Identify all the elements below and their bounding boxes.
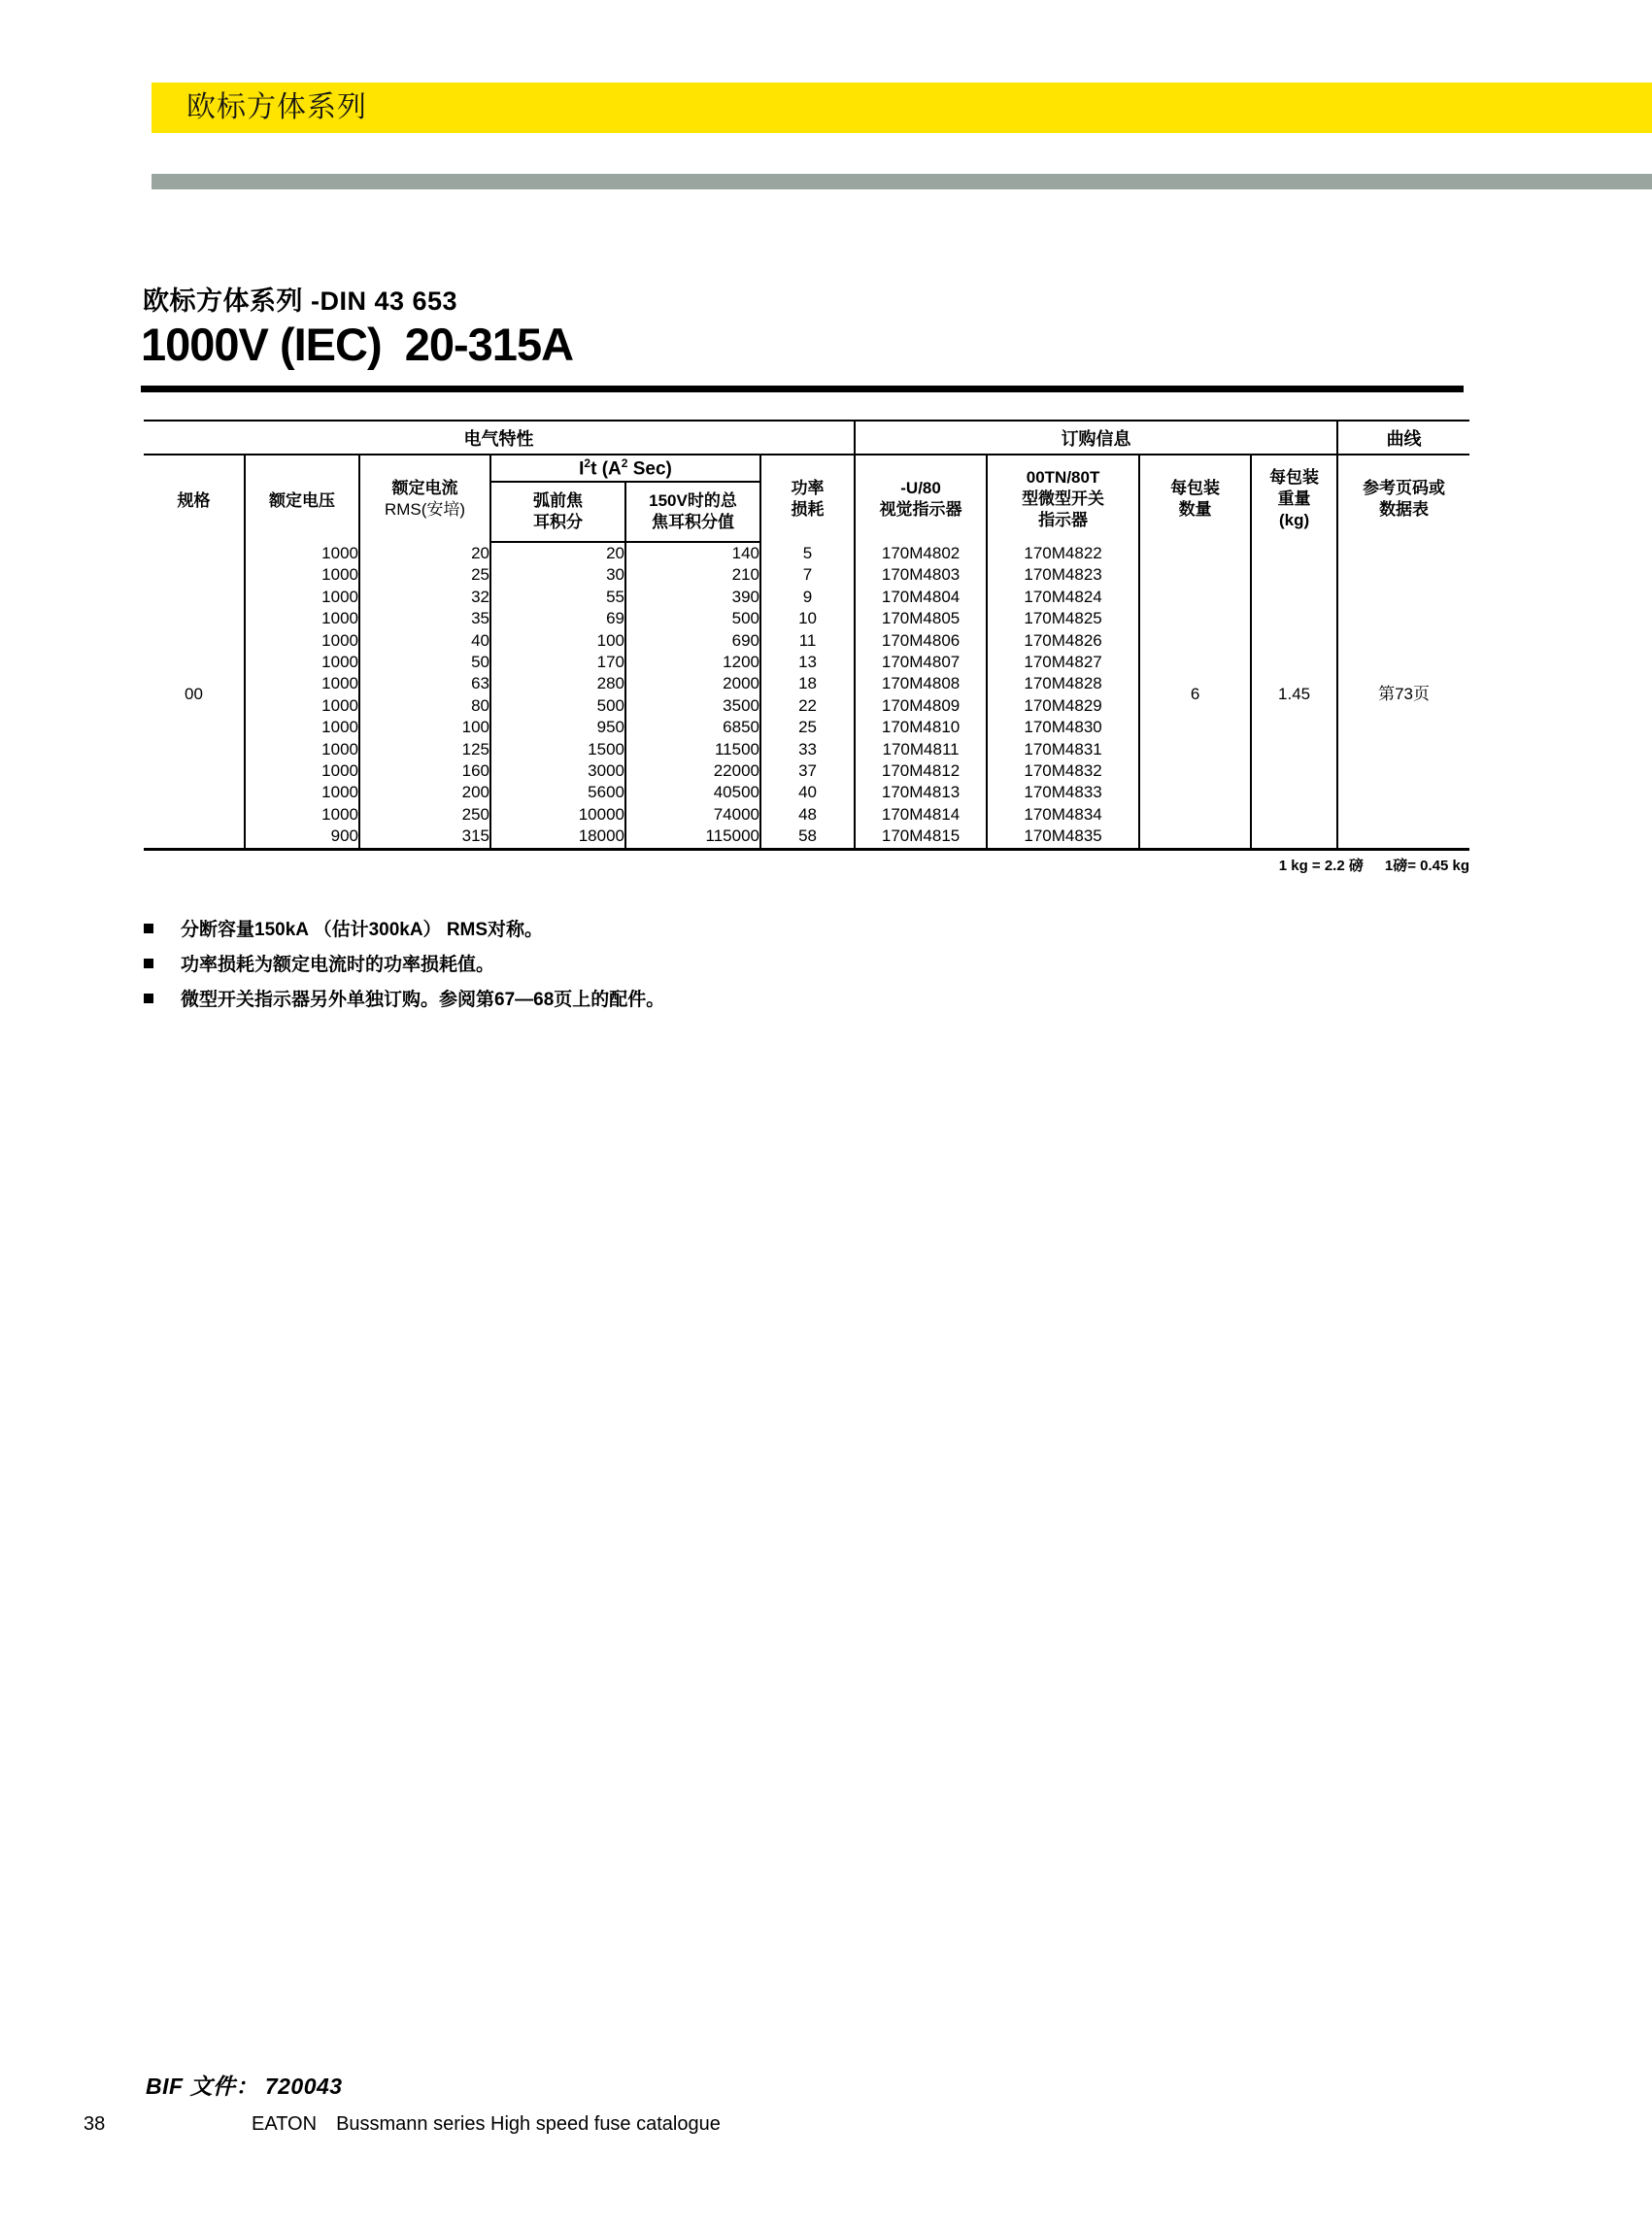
cell-part-microswitch: 170M4831 [987, 739, 1139, 760]
cell-total-i2t: 115000 [625, 826, 760, 849]
col-header-prearc-i2t: 弧前焦 耳积分 [490, 482, 625, 542]
cell-prearc-i2t: 280 [490, 673, 625, 694]
group-header-ordering: 订购信息 [855, 421, 1337, 455]
col-header-total-i2t: 150V时的总 焦耳积分值 [625, 482, 760, 542]
cell-part-microswitch: 170M4830 [987, 717, 1139, 738]
cell-part-visual: 170M4807 [855, 652, 987, 673]
cell-rated-voltage: 1000 [245, 630, 359, 652]
cell-part-visual: 170M4806 [855, 630, 987, 652]
group-header-curve: 曲线 [1337, 421, 1469, 455]
cell-part-microswitch: 170M4829 [987, 695, 1139, 717]
cell-part-visual: 170M4804 [855, 587, 987, 608]
square-bullet-icon [144, 924, 153, 933]
cell-rated-current: 315 [359, 826, 490, 849]
col-header-spec: 规格 [177, 491, 211, 510]
cell-prearc-i2t: 170 [490, 652, 625, 673]
cell-power-loss: 10 [760, 608, 855, 629]
divider-bar [152, 174, 1652, 189]
cell-part-microswitch: 170M4824 [987, 587, 1139, 608]
cell-part-microswitch: 170M4823 [987, 564, 1139, 586]
footnote-text: 功率损耗为额定电流时的功率损耗值。 [181, 955, 495, 975]
cell-rated-current: 80 [359, 695, 490, 717]
cell-power-loss: 22 [760, 695, 855, 717]
col-header-visual-indicator: -U/80 视觉指示器 [855, 455, 987, 542]
series-banner [152, 83, 1652, 133]
cell-part-visual: 170M4809 [855, 695, 987, 717]
cell-rated-voltage: 1000 [245, 564, 359, 586]
title-rule [141, 386, 1464, 392]
group-header-row [144, 421, 1469, 455]
cell-part-microswitch: 170M4828 [987, 673, 1139, 694]
cell-rated-voltage: 1000 [245, 608, 359, 629]
footnote-item [144, 950, 664, 976]
cell-prearc-i2t: 18000 [490, 826, 625, 849]
cell-rated-voltage: 1000 [245, 695, 359, 717]
cell-rated-voltage: 900 [245, 826, 359, 849]
cell-part-visual: 170M4803 [855, 564, 987, 586]
cell-power-loss: 37 [760, 760, 855, 782]
cell-rated-current: 160 [359, 760, 490, 782]
footnote-item [144, 985, 664, 1011]
cell-power-loss: 13 [760, 652, 855, 673]
header-row-top [144, 455, 1469, 482]
square-bullet-icon [144, 959, 153, 968]
cell-rated-voltage: 1000 [245, 652, 359, 673]
cell-rated-voltage: 1000 [245, 717, 359, 738]
cell-part-visual: 170M4815 [855, 826, 987, 849]
footnotes [144, 915, 664, 1020]
cell-part-visual: 170M4802 [855, 542, 987, 564]
brand-name: EATON [252, 2113, 318, 2135]
cell-total-i2t: 6850 [625, 717, 760, 738]
cell-part-visual: 170M4810 [855, 717, 987, 738]
cell-prearc-i2t: 5600 [490, 782, 625, 803]
footnote-text: 微型开关指示器另外单独订购。参阅第67—68页上的配件。 [181, 990, 665, 1010]
cell-total-i2t: 210 [625, 564, 760, 586]
cell-power-loss: 5 [760, 542, 855, 564]
catalogue-footer [252, 2113, 721, 2136]
cell-prearc-i2t: 500 [490, 695, 625, 717]
cell-power-loss: 9 [760, 587, 855, 608]
cell-total-i2t: 3500 [625, 695, 760, 717]
cell-rated-current: 50 [359, 652, 490, 673]
catalogue-title: Bussmann series High speed fuse catalogue [336, 2113, 721, 2135]
cell-total-i2t: 500 [625, 608, 760, 629]
cell-part-microswitch: 170M4822 [987, 542, 1139, 564]
cell-part-microswitch: 170M4834 [987, 804, 1139, 826]
bif-file-reference: BIF 文件： 720043 [146, 2074, 343, 2099]
cell-total-i2t: 390 [625, 587, 760, 608]
cell-prearc-i2t: 20 [490, 542, 625, 564]
cell-rated-current: 25 [359, 564, 490, 586]
footnote-item [144, 915, 664, 941]
col-header-reference: 参考页码或 数据表 [1337, 455, 1469, 542]
cell-part-microswitch: 170M4835 [987, 826, 1139, 849]
footnote-text: 分断容量150kA （估计300kA） RMS对称。 [181, 920, 544, 940]
cell-power-loss: 40 [760, 782, 855, 803]
cell-power-loss: 11 [760, 630, 855, 652]
cell-part-microswitch: 170M4832 [987, 760, 1139, 782]
cell-part-visual: 170M4805 [855, 608, 987, 629]
rating-title: 1000V (IEC) 20-315A [141, 319, 574, 370]
cell-total-i2t: 690 [625, 630, 760, 652]
cell-part-visual: 170M4812 [855, 760, 987, 782]
cell-power-loss: 48 [760, 804, 855, 826]
cell-rated-voltage: 1000 [245, 587, 359, 608]
cell-rated-voltage: 1000 [245, 673, 359, 694]
cell-rated-current: 40 [359, 630, 490, 652]
cell-power-loss: 33 [760, 739, 855, 760]
table-row [144, 542, 1469, 564]
cell-rated-current: 200 [359, 782, 490, 803]
cell-total-i2t: 140 [625, 542, 760, 564]
cell-rated-voltage: 1000 [245, 804, 359, 826]
group-header-electrical: 电气特性 [144, 421, 855, 455]
cell-part-visual: 170M4813 [855, 782, 987, 803]
cell-rated-current: 63 [359, 673, 490, 694]
cell-rated-voltage: 1000 [245, 739, 359, 760]
col-header-current: 额定电流 RMS(安培) [359, 455, 490, 542]
cell-rated-voltage: 1000 [245, 760, 359, 782]
cell-prearc-i2t: 950 [490, 717, 625, 738]
spec-table-wrap [144, 420, 1469, 851]
cell-rated-voltage: 1000 [245, 542, 359, 564]
cell-part-microswitch: 170M4827 [987, 652, 1139, 673]
cell-rated-current: 250 [359, 804, 490, 826]
cell-part-microswitch: 170M4826 [987, 630, 1139, 652]
cell-prearc-i2t: 1500 [490, 739, 625, 760]
cell-rated-current: 20 [359, 542, 490, 564]
spec-table [144, 420, 1469, 851]
col-header-i2t: $I^2t$ ($A^2$ Sec) [490, 455, 760, 482]
cell-part-microswitch: 170M4825 [987, 608, 1139, 629]
cell-prearc-i2t: 100 [490, 630, 625, 652]
cell-prearc-i2t: 10000 [490, 804, 625, 826]
cell-spec-merged: 00 [185, 685, 203, 704]
cell-total-i2t: 40500 [625, 782, 760, 803]
cell-reference-merged: 第73页 [1337, 542, 1469, 849]
col-header-voltage: 额定电压 [245, 455, 359, 542]
cell-total-i2t: 22000 [625, 760, 760, 782]
page-number: 38 [84, 2113, 106, 2135]
cell-prearc-i2t: 69 [490, 608, 625, 629]
cell-rated-current: 100 [359, 717, 490, 738]
cell-total-i2t: 11500 [625, 739, 760, 760]
cell-total-i2t: 1200 [625, 652, 760, 673]
cell-part-visual: 170M4808 [855, 673, 987, 694]
cell-rated-current: 125 [359, 739, 490, 760]
cell-total-i2t: 2000 [625, 673, 760, 694]
col-header-power: 功率 损耗 [760, 455, 855, 542]
cell-rated-current: 35 [359, 608, 490, 629]
cell-part-microswitch: 170M4833 [987, 782, 1139, 803]
col-header-weight-per-pack: 每包装 重量 (kg) [1251, 455, 1337, 542]
cell-prearc-i2t: 30 [490, 564, 625, 586]
spec-table-body [144, 542, 1469, 849]
cell-prearc-i2t: 55 [490, 587, 625, 608]
cell-power-loss: 7 [760, 564, 855, 586]
cell-power-loss: 58 [760, 826, 855, 849]
cell-total-i2t: 74000 [625, 804, 760, 826]
cell-power-loss: 25 [760, 717, 855, 738]
col-header-microswitch: 00TN/80T 型微型开关 指示器 [987, 455, 1139, 542]
unit-conversion-note: 1 kg = 2.2 磅 1磅= 0.45 kg [1278, 858, 1469, 874]
cell-part-visual: 170M4811 [855, 739, 987, 760]
cell-rated-voltage: 1000 [245, 782, 359, 803]
cell-qty-merged: 6 [1139, 542, 1251, 849]
section-title: 欧标方体系列 -DIN 43 653 [143, 287, 458, 316]
cell-power-loss: 18 [760, 673, 855, 694]
cell-part-visual: 170M4814 [855, 804, 987, 826]
square-bullet-icon [144, 994, 153, 1003]
series-banner-label: 欧标方体系列 [186, 91, 367, 123]
cell-rated-current: 32 [359, 587, 490, 608]
cell-weight-merged: 1.45 [1251, 542, 1337, 849]
cell-prearc-i2t: 3000 [490, 760, 625, 782]
col-header-qty-per-pack: 每包装 数量 [1139, 455, 1251, 542]
